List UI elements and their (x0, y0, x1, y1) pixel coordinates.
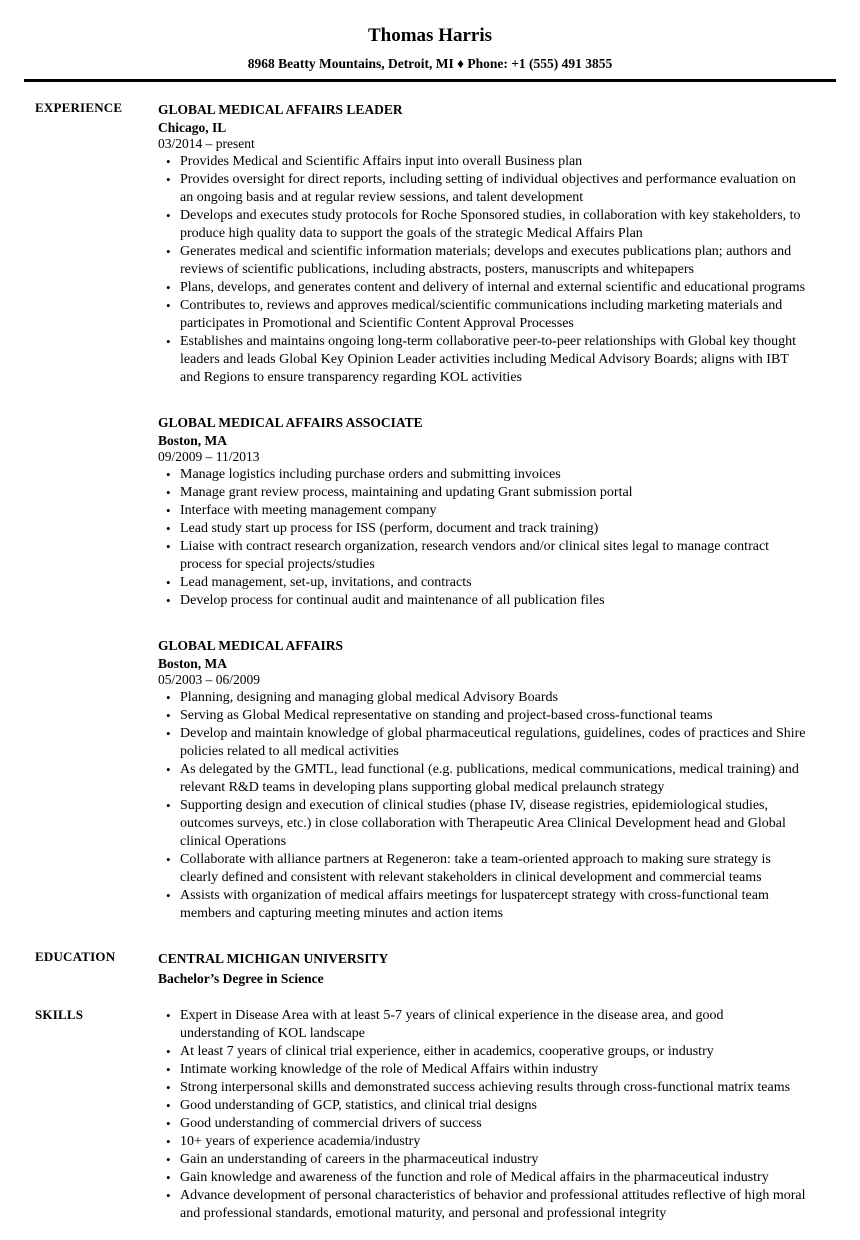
section-experience (24, 100, 836, 923)
bullet-item: • Generates medical and scientific information materials; develops and executes publications plan; authors and reviews of scientific publications, including abstracts, posters, manuscripts and whitepapers (158, 243, 806, 279)
bullet-item: • Collaborate with alliance partners at Regeneron: take a team-oriented approach to making sure strategy is clearly defined and consistent with relevant stakeholders in clinical development and commercial teams (158, 851, 806, 887)
bullet-item: • Establishes and maintains ongoing long-term collaborative peer-to-peer relationships with Global key thought leaders and leads Global Key Opinion Leader activities including Medical Advisory Boards; aligns with IBT and Regions to ensure transparency regarding KOL activities (158, 333, 806, 387)
section-skills (24, 1007, 836, 1223)
bullet-item: • Provides Medical and Scientific Affairs input into overall Business plan (158, 153, 806, 171)
job-title: GLOBAL MEDICAL AFFAIRS LEADER (158, 102, 403, 117)
skills-content (158, 1007, 836, 1223)
contact-line: 8968 Beatty Mountains, Detroit, MI ♦ Phone: +1 (555) 491 3855 (247, 56, 613, 71)
job-location: Chicago, IL (158, 120, 227, 135)
bullet-item: • Contributes to, reviews and approves medical/scientific communications including marketing materials and participates in Promotional and Scientific Content Approval Processes (158, 297, 806, 333)
bullet-item: • Lead study start up process for ISS (perform, document and track training) (158, 520, 806, 538)
bullet-item: • Liaise with contract research organization, research vendors and/or clinical sites legal to manage contract process for special projects/studies (158, 538, 806, 574)
candidate-name: Thomas Harris (367, 25, 493, 46)
bullet-item: • At least 7 years of clinical trial experience, either in academics, cooperative groups, or industry (158, 1043, 806, 1061)
bullet-item: • Manage logistics including purchase orders and submitting invoices (158, 466, 806, 484)
job-entry-1 (158, 100, 806, 387)
job-location: Boston, MA (158, 656, 228, 671)
bullet-item: • Manage grant review process, maintaining and updating Grant submission portal (158, 484, 806, 502)
bullet-item: • Plans, develops, and generates content and delivery of internal and external scientific and educational programs (158, 279, 806, 297)
bullet-item: • Supporting design and execution of clinical studies (phase IV, disease registries, epidemiological studies, outcomes surveys, etc.) in close collaboration with Therapeutic Area Clinical Development head and Global clinical Operations (158, 797, 806, 851)
skills-section-label: SKILLS (35, 1007, 84, 1022)
bullet-item: • Assists with organization of medical affairs meetings for luspatercept strategy with cross-functional team members and capturing meeting minutes and action items (158, 887, 806, 923)
bullet-item: • 10+ years of experience academia/industry (158, 1133, 806, 1151)
job-title: GLOBAL MEDICAL AFFAIRS (158, 638, 344, 653)
bullet-item: • Interface with meeting management company (158, 502, 806, 520)
experience-section-label: EXPERIENCE (35, 100, 123, 115)
bullet-item: • Planning, designing and managing global medical Advisory Boards (158, 689, 806, 707)
bullet-item: • Develop process for continual audit and maintenance of all publication files (158, 592, 806, 610)
bullet-item: • Provides oversight for direct reports, including setting of individual objectives and performance evaluation on an ongoing basis and at regular review sessions, and talent development (158, 171, 806, 207)
job-dates: 03/2014 – present (158, 136, 255, 151)
bullet-item: • Expert in Disease Area with at least 5-7 years of clinical experience in the disease area, and good understanding of KOL landscape (158, 1007, 806, 1043)
job-dates: 09/2009 – 11/2013 (158, 449, 260, 464)
bullet-item: • Good understanding of commercial drivers of success (158, 1115, 806, 1133)
bullet-item: • Gain an understanding of careers in the pharmaceutical industry (158, 1151, 806, 1169)
school-name: CENTRAL MICHIGAN UNIVERSITY (158, 951, 389, 966)
bullet-item: • Advance development of personal characteristics of behavior and professional attitudes reflective of high moral and professional standards, emotional maturity, and personal and professional integrity (158, 1187, 806, 1223)
bullet-item: • Strong interpersonal skills and demonstrated success achieving results through cross-functional matrix teams (158, 1079, 806, 1097)
job-location: Boston, MA (158, 433, 228, 448)
bullet-item: • Develop and maintain knowledge of global pharmaceutical regulations, guidelines, codes of practices and Shire policies related to all medical activities (158, 725, 806, 761)
job-entry-3 (158, 636, 806, 923)
bullet-item: • Lead management, set-up, invitations, and contracts (158, 574, 806, 592)
section-education (24, 949, 836, 989)
bullet-item: • Gain knowledge and awareness of the function and role of Medical affairs in the pharmaceutical industry (158, 1169, 806, 1187)
skills-list (158, 1007, 806, 1223)
bullet-item: • Intimate working knowledge of the role of Medical Affairs within industry (158, 1061, 806, 1079)
job-title: GLOBAL MEDICAL AFFAIRS ASSOCIATE (158, 415, 423, 430)
resume-header (24, 25, 836, 71)
bullet-item: • Serving as Global Medical representative on standing and project-based cross-functional teams (158, 707, 806, 725)
bullet-item: • Develops and executes study protocols for Roche Sponsored studies, in collaboration with key stakeholders, to produce high quality data to support the goals of the strategic Medical Affairs Plan (158, 207, 806, 243)
job-bullets (158, 466, 806, 610)
job-entry-2 (158, 413, 806, 610)
job-bullets (158, 689, 806, 923)
bullet-item: • Good understanding of GCP, statistics, and clinical trial designs (158, 1097, 806, 1115)
education-content (158, 949, 836, 989)
bullet-item: • As delegated by the GMTL, lead functional (e.g. publications, medical communications, medical training) and relevant R&D teams in developing plans supporting global medical prelaunch strategy (158, 761, 806, 797)
degree: Bachelor’s Degree in Science (158, 971, 324, 986)
header-divider (24, 79, 836, 82)
education-section-label: EDUCATION (35, 949, 116, 964)
job-dates: 05/2003 – 06/2009 (158, 672, 261, 687)
job-bullets (158, 153, 806, 387)
experience-content (158, 100, 836, 923)
